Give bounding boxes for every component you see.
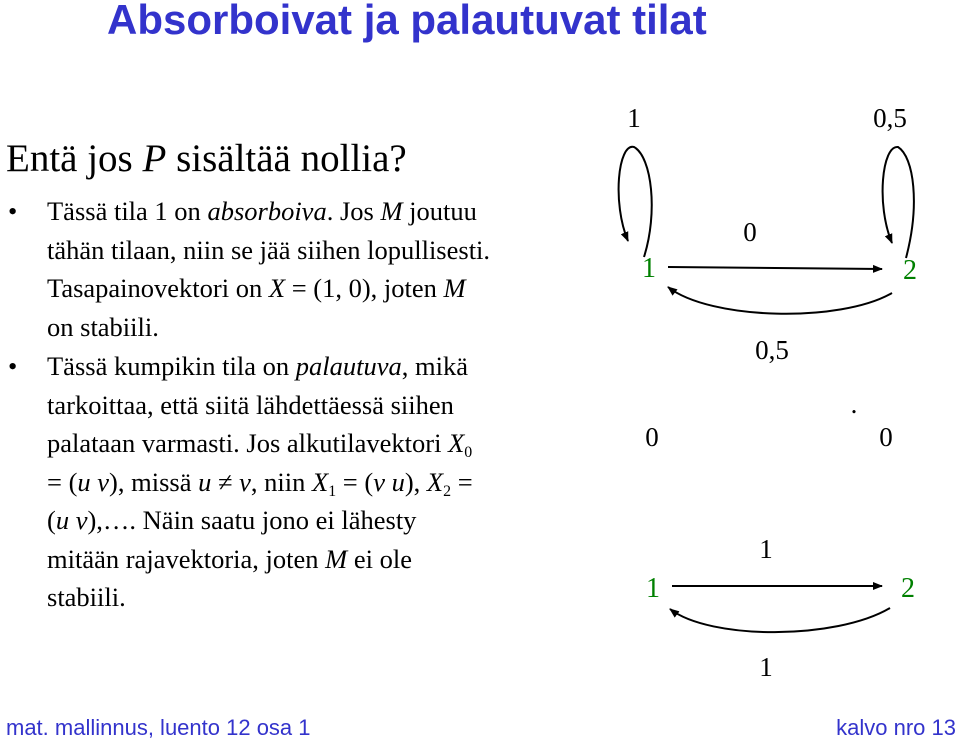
text-run: = (1, 0), joten bbox=[285, 273, 444, 303]
text-run: , mikä bbox=[401, 351, 469, 381]
loop2-prob-label: 0 bbox=[879, 422, 893, 452]
italic-term: X bbox=[268, 273, 286, 303]
edge-2-to-1 bbox=[668, 287, 892, 314]
italic-term: u bbox=[198, 466, 212, 497]
text-run: Tässä tila 1 on bbox=[47, 196, 208, 226]
italic-term: X bbox=[426, 466, 444, 497]
text-run: tarkoittaa, että siitä lähdettäessä siihen bbox=[47, 389, 454, 420]
bullet-item bbox=[0, 347, 600, 617]
subscript: 2 bbox=[443, 482, 452, 500]
bullet-line bbox=[47, 231, 600, 270]
bullet-line bbox=[47, 578, 600, 617]
text-run: ), bbox=[404, 466, 427, 497]
italic-term: M bbox=[443, 273, 466, 303]
text-run: mitään rajavektoria, joten bbox=[47, 543, 326, 574]
italic-term: palautuva bbox=[295, 351, 402, 381]
subtitle-var: P bbox=[142, 137, 167, 180]
text-run: ), missä bbox=[109, 466, 199, 497]
edge-1-to-2-label: 1 bbox=[759, 534, 773, 564]
slide-subtitle bbox=[6, 136, 407, 181]
state-2: 2 bbox=[901, 573, 915, 604]
edge-1-to-2 bbox=[668, 267, 882, 269]
text-run: = ( bbox=[47, 466, 78, 497]
text-run: , niin bbox=[250, 466, 313, 497]
text-run: Tasapainovektori on bbox=[47, 273, 269, 303]
text-run: ( bbox=[47, 505, 56, 535]
bullet-line bbox=[47, 386, 600, 425]
footer-course: mat. mallinnus, luento 12 osa 1 bbox=[6, 715, 311, 740]
bullet-marker: • bbox=[8, 196, 18, 226]
diagram-absorbing bbox=[619, 103, 917, 365]
text-run: stabiili. bbox=[47, 582, 126, 612]
diagram-recurrent bbox=[645, 389, 915, 682]
text-run: joutuu bbox=[402, 196, 477, 226]
text-run: = bbox=[451, 466, 473, 497]
edge-2-to-1 bbox=[670, 608, 890, 632]
state-1: 1 bbox=[646, 573, 660, 604]
loop1-prob-label: 1 bbox=[627, 103, 641, 133]
loop2-prob-label: 0,5 bbox=[873, 103, 907, 133]
subtitle-suffix: sisältää nollia? bbox=[166, 137, 407, 180]
bullet-line bbox=[47, 347, 600, 386]
text-run: = ( bbox=[336, 466, 374, 497]
edge-1-to-2-label: 0 bbox=[743, 217, 757, 247]
subscript: 1 bbox=[328, 482, 337, 500]
italic-term: M bbox=[325, 543, 348, 574]
state-1: 1 bbox=[642, 253, 656, 284]
bullet-line bbox=[47, 424, 600, 463]
stray-dot: . bbox=[850, 389, 858, 419]
bullet-line bbox=[47, 501, 600, 540]
subscript: 0 bbox=[464, 443, 473, 461]
italic-term: X bbox=[448, 428, 465, 458]
edge-2-to-1-label: 0,5 bbox=[755, 335, 789, 365]
text-run: tähän tilaan, niin se jää siihen lopullisesti. bbox=[47, 234, 491, 265]
italic-term: v bbox=[239, 466, 251, 497]
text-run: ei ole bbox=[347, 543, 412, 574]
slide-title: Absorboivat ja palautuvat tilat bbox=[107, 0, 707, 43]
italic-term: v u bbox=[373, 466, 405, 497]
bullet-line bbox=[47, 192, 600, 231]
text-run: . Jos bbox=[326, 196, 381, 226]
bullet-item bbox=[0, 192, 600, 346]
italic-term: absorboiva bbox=[207, 196, 327, 226]
italic-term: u v bbox=[77, 466, 110, 497]
loop1-prob-label: 0 bbox=[645, 422, 659, 452]
bullet-list bbox=[0, 192, 600, 617]
bullet-line bbox=[47, 463, 600, 502]
text-run: Tässä kumpikin tila on bbox=[47, 351, 296, 381]
bullet-line bbox=[47, 308, 600, 347]
bullet-marker: • bbox=[8, 351, 18, 381]
loop2-arrow bbox=[883, 147, 914, 258]
text-run: palataan varmasti. Jos alkutilavektori bbox=[47, 428, 449, 458]
italic-term: X bbox=[312, 466, 329, 497]
text-run: on stabiili. bbox=[47, 311, 159, 342]
italic-term: M bbox=[380, 196, 403, 226]
bullet-line bbox=[47, 269, 600, 308]
state-2: 2 bbox=[903, 255, 917, 286]
markov-diagrams bbox=[600, 95, 960, 695]
loop1-arrow bbox=[619, 147, 652, 257]
italic-term: u v bbox=[55, 505, 88, 535]
text-run: ),…. Näin saatu jono ei lähesty bbox=[87, 505, 417, 535]
text-run: ≠ bbox=[211, 466, 240, 497]
edge-2-to-1-label: 1 bbox=[759, 652, 773, 682]
footer-slide-number: kalvo nro 13 bbox=[836, 715, 956, 740]
bullet-line bbox=[47, 540, 600, 579]
subtitle-prefix: Entä jos bbox=[6, 137, 143, 180]
